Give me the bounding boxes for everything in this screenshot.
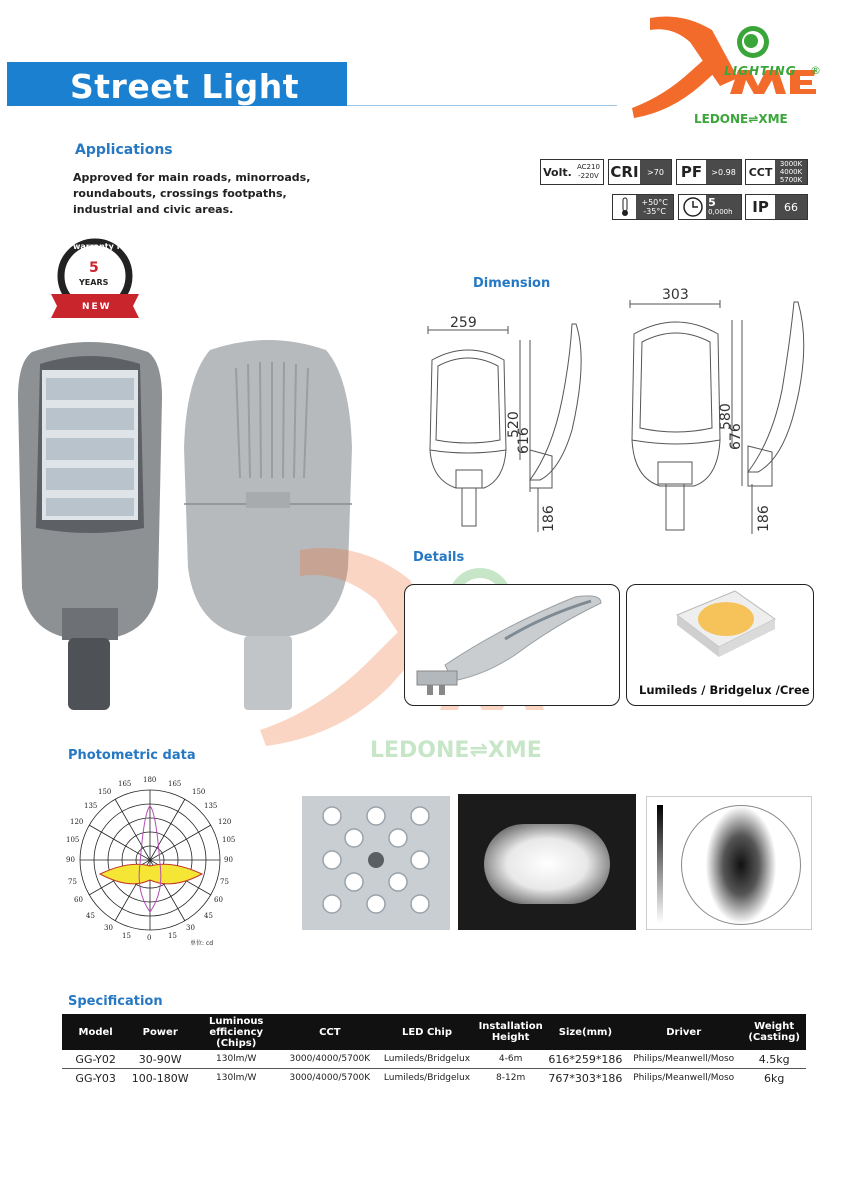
clock-icon: [679, 195, 706, 219]
cell-cct: 3000/4000/5700K: [289, 1073, 371, 1083]
col-driver: Driver: [625, 1014, 742, 1050]
polar-angle-right-15: 15: [168, 932, 177, 940]
dimension-drawing-large: [620, 287, 820, 540]
col-size: Size(mm): [546, 1014, 625, 1050]
polar-angle-right-75: 75: [220, 878, 229, 886]
pf-value: >0.98: [706, 160, 741, 184]
spec-header-row: [62, 1014, 806, 1050]
page-title: Street Light: [70, 67, 300, 106]
illuminance-plot: [646, 796, 812, 930]
warranty-number: 5: [89, 260, 99, 276]
cell-height: 4-6m: [476, 1050, 546, 1069]
temperature-value: +50°C -35°C: [636, 195, 673, 219]
polar-angle-top: 180: [143, 776, 157, 784]
cell-cct: 3000/4000/5700K: [281, 1050, 378, 1069]
polar-angle-right-90: 90: [224, 856, 233, 864]
cell-driver: Philips/Meanwell/Moso: [625, 1050, 742, 1069]
warranty-years: YEARS: [79, 278, 109, 287]
cell-size: 767*303*186: [548, 1071, 623, 1085]
col-installation-height: Installation Height: [476, 1014, 546, 1050]
cell-weight: 4.5kg: [742, 1050, 806, 1069]
cell-driver: Philips/Meanwell/Moso: [633, 1073, 735, 1083]
col-model: Model: [62, 1014, 129, 1050]
polar-angle-right-120: 120: [218, 818, 232, 826]
polar-angle-right-60: 60: [214, 896, 223, 904]
product-front-image: [12, 338, 168, 718]
polar-angle-right-105: 105: [222, 836, 236, 844]
cell-power: 100-180W: [131, 1071, 189, 1085]
table-row: [62, 1069, 806, 1088]
polar-angle-left-120: 120: [70, 818, 84, 826]
volt-badge: [540, 159, 604, 185]
led-chip-icon: [627, 585, 811, 675]
polar-angle-right-135: 135: [204, 802, 218, 810]
volt-label: Volt.: [541, 160, 574, 184]
volt-value: AC210 -220V: [574, 160, 603, 184]
thermometer-icon: [613, 195, 636, 219]
detail-side-view: [404, 584, 620, 706]
lifetime-value-top: 5: [708, 196, 716, 209]
photometric-heading: Photometric data: [68, 748, 196, 763]
small-height2-label: 616: [516, 427, 532, 454]
large-height2-label: 676: [728, 423, 744, 450]
col-cct: CCT: [281, 1014, 378, 1050]
large-width-label: 303: [662, 287, 689, 303]
dimension-drawing-small: [410, 315, 600, 540]
polar-angle-left-150: 150: [98, 788, 112, 796]
col-luminous-efficiency: Luminous efficiency (Chips): [191, 1014, 281, 1050]
detail-led-chip: [626, 584, 814, 706]
polar-angle-right-30: 30: [186, 924, 195, 932]
cri-label: CRI: [609, 160, 640, 184]
polar-unit-note: 单位: cd: [190, 940, 214, 947]
lifetime-value: [706, 195, 741, 219]
polar-angle-left-30: 30: [104, 924, 113, 932]
cell-model: GG-Y02: [62, 1050, 129, 1069]
cct-badge: [745, 159, 808, 185]
polar-angle-right-150: 150: [192, 788, 206, 796]
polar-angle-left-15: 15: [122, 932, 131, 940]
light-beam-photo: [458, 794, 636, 930]
logo-tagline: LEDONE⇌XME: [694, 112, 788, 126]
cct-label: CCT: [746, 160, 775, 184]
col-led-chip: LED Chip: [378, 1014, 475, 1050]
polar-angle-left-105: 105: [66, 836, 80, 844]
warranty-new: NEW: [82, 302, 112, 312]
small-bracket-label: 186: [541, 505, 557, 532]
ip-badge: [745, 194, 808, 220]
specification-table: [62, 1014, 806, 1087]
logo-lighting: LIGHTING: [724, 64, 797, 78]
temperature-badge: [612, 194, 674, 220]
specification-heading: Specification: [68, 994, 163, 1009]
cri-value: >70: [640, 160, 671, 184]
polar-angle-right-45: 45: [204, 912, 213, 920]
lifetime-badge: [678, 194, 742, 220]
col-power: Power: [129, 1014, 191, 1050]
small-height1-label: 520: [506, 411, 522, 438]
polar-angle-left-60: 60: [74, 896, 83, 904]
ip-value: 66: [775, 195, 807, 219]
led-chip-caption: Lumileds / Bridgelux /Cree: [639, 683, 810, 697]
illuminance-circle: [681, 805, 801, 925]
watermark-tagline: LEDONE⇌XME: [370, 738, 542, 763]
cell-weight: 6kg: [763, 1071, 785, 1085]
polar-angle-left-45: 45: [86, 912, 95, 920]
cri-badge: [608, 159, 672, 185]
polar-angle-top-right: 165: [168, 780, 182, 788]
cell-led-chip: Lumileds/Bridgelux: [383, 1073, 471, 1083]
cct-value: 3000K 4000K 5700K: [775, 160, 807, 184]
polar-angle-top-left: 165: [118, 780, 132, 788]
lifetime-value-bottom: 0,000h: [708, 208, 733, 216]
cell-height: 8-12m: [496, 1073, 526, 1083]
small-width-label: 259: [450, 315, 477, 331]
warranty-badge: [45, 238, 145, 318]
polar-angle-left-75: 75: [68, 878, 77, 886]
large-bracket-label: 186: [756, 505, 772, 532]
logo-registered: ®: [810, 64, 821, 77]
cell-efficiency: 130lm/W: [216, 1073, 257, 1083]
large-height1-label: 580: [718, 403, 734, 430]
polar-angle-bottom: 0: [147, 934, 152, 942]
illuminance-scale: [657, 805, 663, 923]
title-underline: [347, 105, 617, 106]
pf-label: PF: [677, 160, 706, 184]
col-weight: Weight (Casting): [742, 1014, 806, 1050]
polar-angle-left-90: 90: [66, 856, 75, 864]
cell-power: 30-90W: [129, 1050, 191, 1069]
applications-text: Approved for main roads, minorroads, roundabouts, crossings footpaths, industrial and civic areas.: [73, 171, 311, 216]
polar-angle-left-135: 135: [84, 802, 98, 810]
cell-model: GG-Y03: [75, 1071, 116, 1085]
table-row: [62, 1050, 806, 1069]
warranty-top: warranty for: [73, 242, 130, 251]
details-heading: Details: [413, 550, 465, 565]
cell-size: 616*259*186: [546, 1050, 625, 1069]
ip-label: IP: [746, 195, 775, 219]
led-module-photo: [302, 796, 450, 930]
dimension-heading: Dimension: [473, 276, 551, 291]
cell-led-chip: Lumileds/Bridgelux: [378, 1050, 475, 1069]
beam-glow: [484, 824, 610, 904]
applications-heading: Applications: [75, 142, 173, 158]
polar-diagram: [60, 772, 240, 948]
pf-badge: [676, 159, 742, 185]
cell-efficiency: 130lm/W: [191, 1050, 281, 1069]
brand-logo: [620, 12, 835, 132]
